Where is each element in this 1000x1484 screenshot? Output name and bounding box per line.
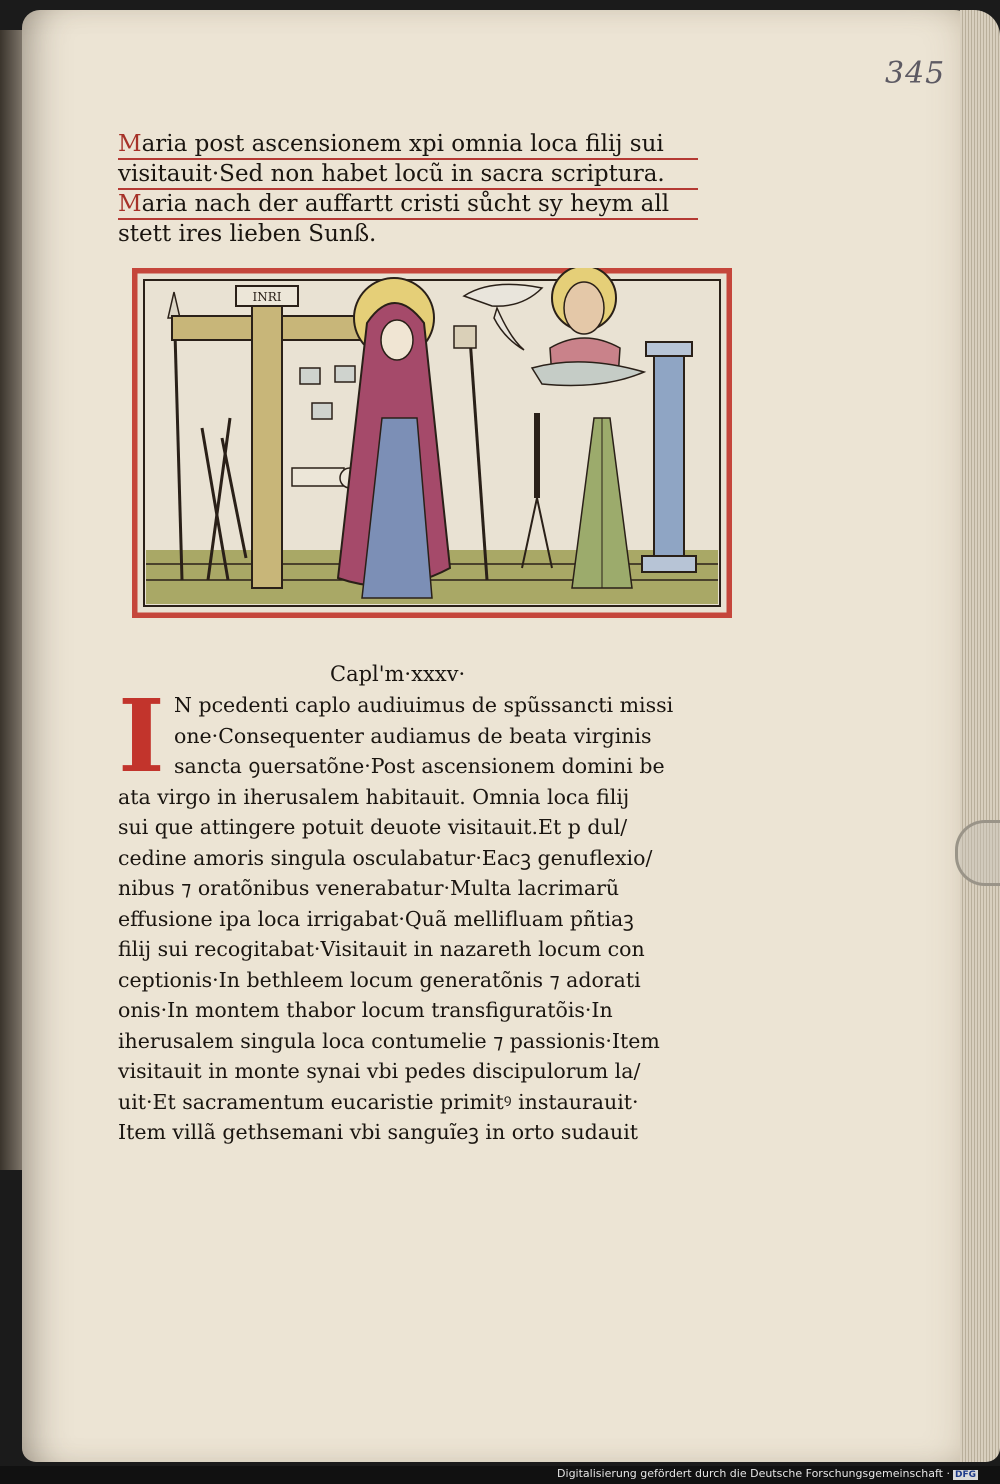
rubric-line xyxy=(118,220,698,248)
chapter-heading: Capl'm·xxxv· xyxy=(330,662,466,686)
decorated-initial: I xyxy=(118,677,165,795)
rubric-line xyxy=(118,130,698,160)
text-line: Item villã gethsemani vbi sanguĩeꝫ in orto sudauit xyxy=(118,1120,639,1144)
text-line: onis·In montem thabor locum transfiguratõis·In xyxy=(118,998,613,1022)
text-line: ata virgo in iherusalem habitauit. Omnia loca filij xyxy=(118,784,630,809)
rubric-capital: M xyxy=(118,191,142,217)
rubric-line-text: aria nach der auffartt cristi sůcht sy heym all xyxy=(141,191,670,217)
digitization-credit: Digitalisierung gefördert durch die Deutsche Forschungsgemeinschaft · DFG xyxy=(557,1467,976,1480)
show-through-text xyxy=(830,150,950,1010)
dfg-logo: DFG xyxy=(954,1470,976,1480)
rubric-capital: M xyxy=(118,131,142,157)
text-line: iherusalem singula loca contumelie ⁊ passionis·Item xyxy=(118,1028,660,1053)
rubric-line-text: visitauit·Sed non habet locũ in sacra scriptura. xyxy=(118,161,665,187)
text-line: nibus ⁊ oratõnibus venerabatur·Multa lacrimarũ xyxy=(118,876,620,900)
text-line: cedine amoris singula osculabatur·Eacꝫ genuflexio/ xyxy=(118,845,653,870)
text-line: sui que attingere potuit deuote visitauit.Et p dul/ xyxy=(118,815,628,839)
woodcut-illustration xyxy=(132,268,732,618)
text-line: visitauit in monte synai vbi pedes discipulorum la/ xyxy=(118,1059,641,1083)
text-line: ceptionis·In bethleem locum generatõnis ⁊ adorati xyxy=(118,967,641,992)
text-line: filij sui recogitabat·Visitauit in nazareth locum con xyxy=(118,937,645,961)
folio-number: 345 xyxy=(885,56,946,91)
body-text xyxy=(118,690,768,1148)
page-clip xyxy=(955,820,1000,886)
credit-text: Digitalisierung gefördert durch die Deutsche Forschungsgemeinschaft xyxy=(557,1467,943,1480)
rubric-line xyxy=(118,190,698,220)
page-stack-edge xyxy=(960,10,1000,1462)
text-line: sancta ꝯuersatõne·Post ascensionem domini be xyxy=(174,754,665,778)
rubric-heading xyxy=(118,130,698,248)
rubric-line xyxy=(118,160,698,190)
rubric-line-text: stett ires lieben Sunß. xyxy=(118,221,377,247)
titulus-inscription: INRI xyxy=(252,290,282,304)
text-line: N pcedenti caplo audiuimus de spũssancti missi xyxy=(174,693,674,717)
text-line: uit·Et sacramentum eucaristie primitꝰ instaurauit· xyxy=(118,1089,639,1114)
text-line: one·Consequenter audiamus de beata virginis xyxy=(174,723,652,748)
text-line: effusione ipa loca irrigabat·Quã mellifluam pñtiaꝫ xyxy=(118,906,634,931)
rubric-line-text: aria post ascensionem xpi omnia loca filij sui xyxy=(141,131,664,157)
